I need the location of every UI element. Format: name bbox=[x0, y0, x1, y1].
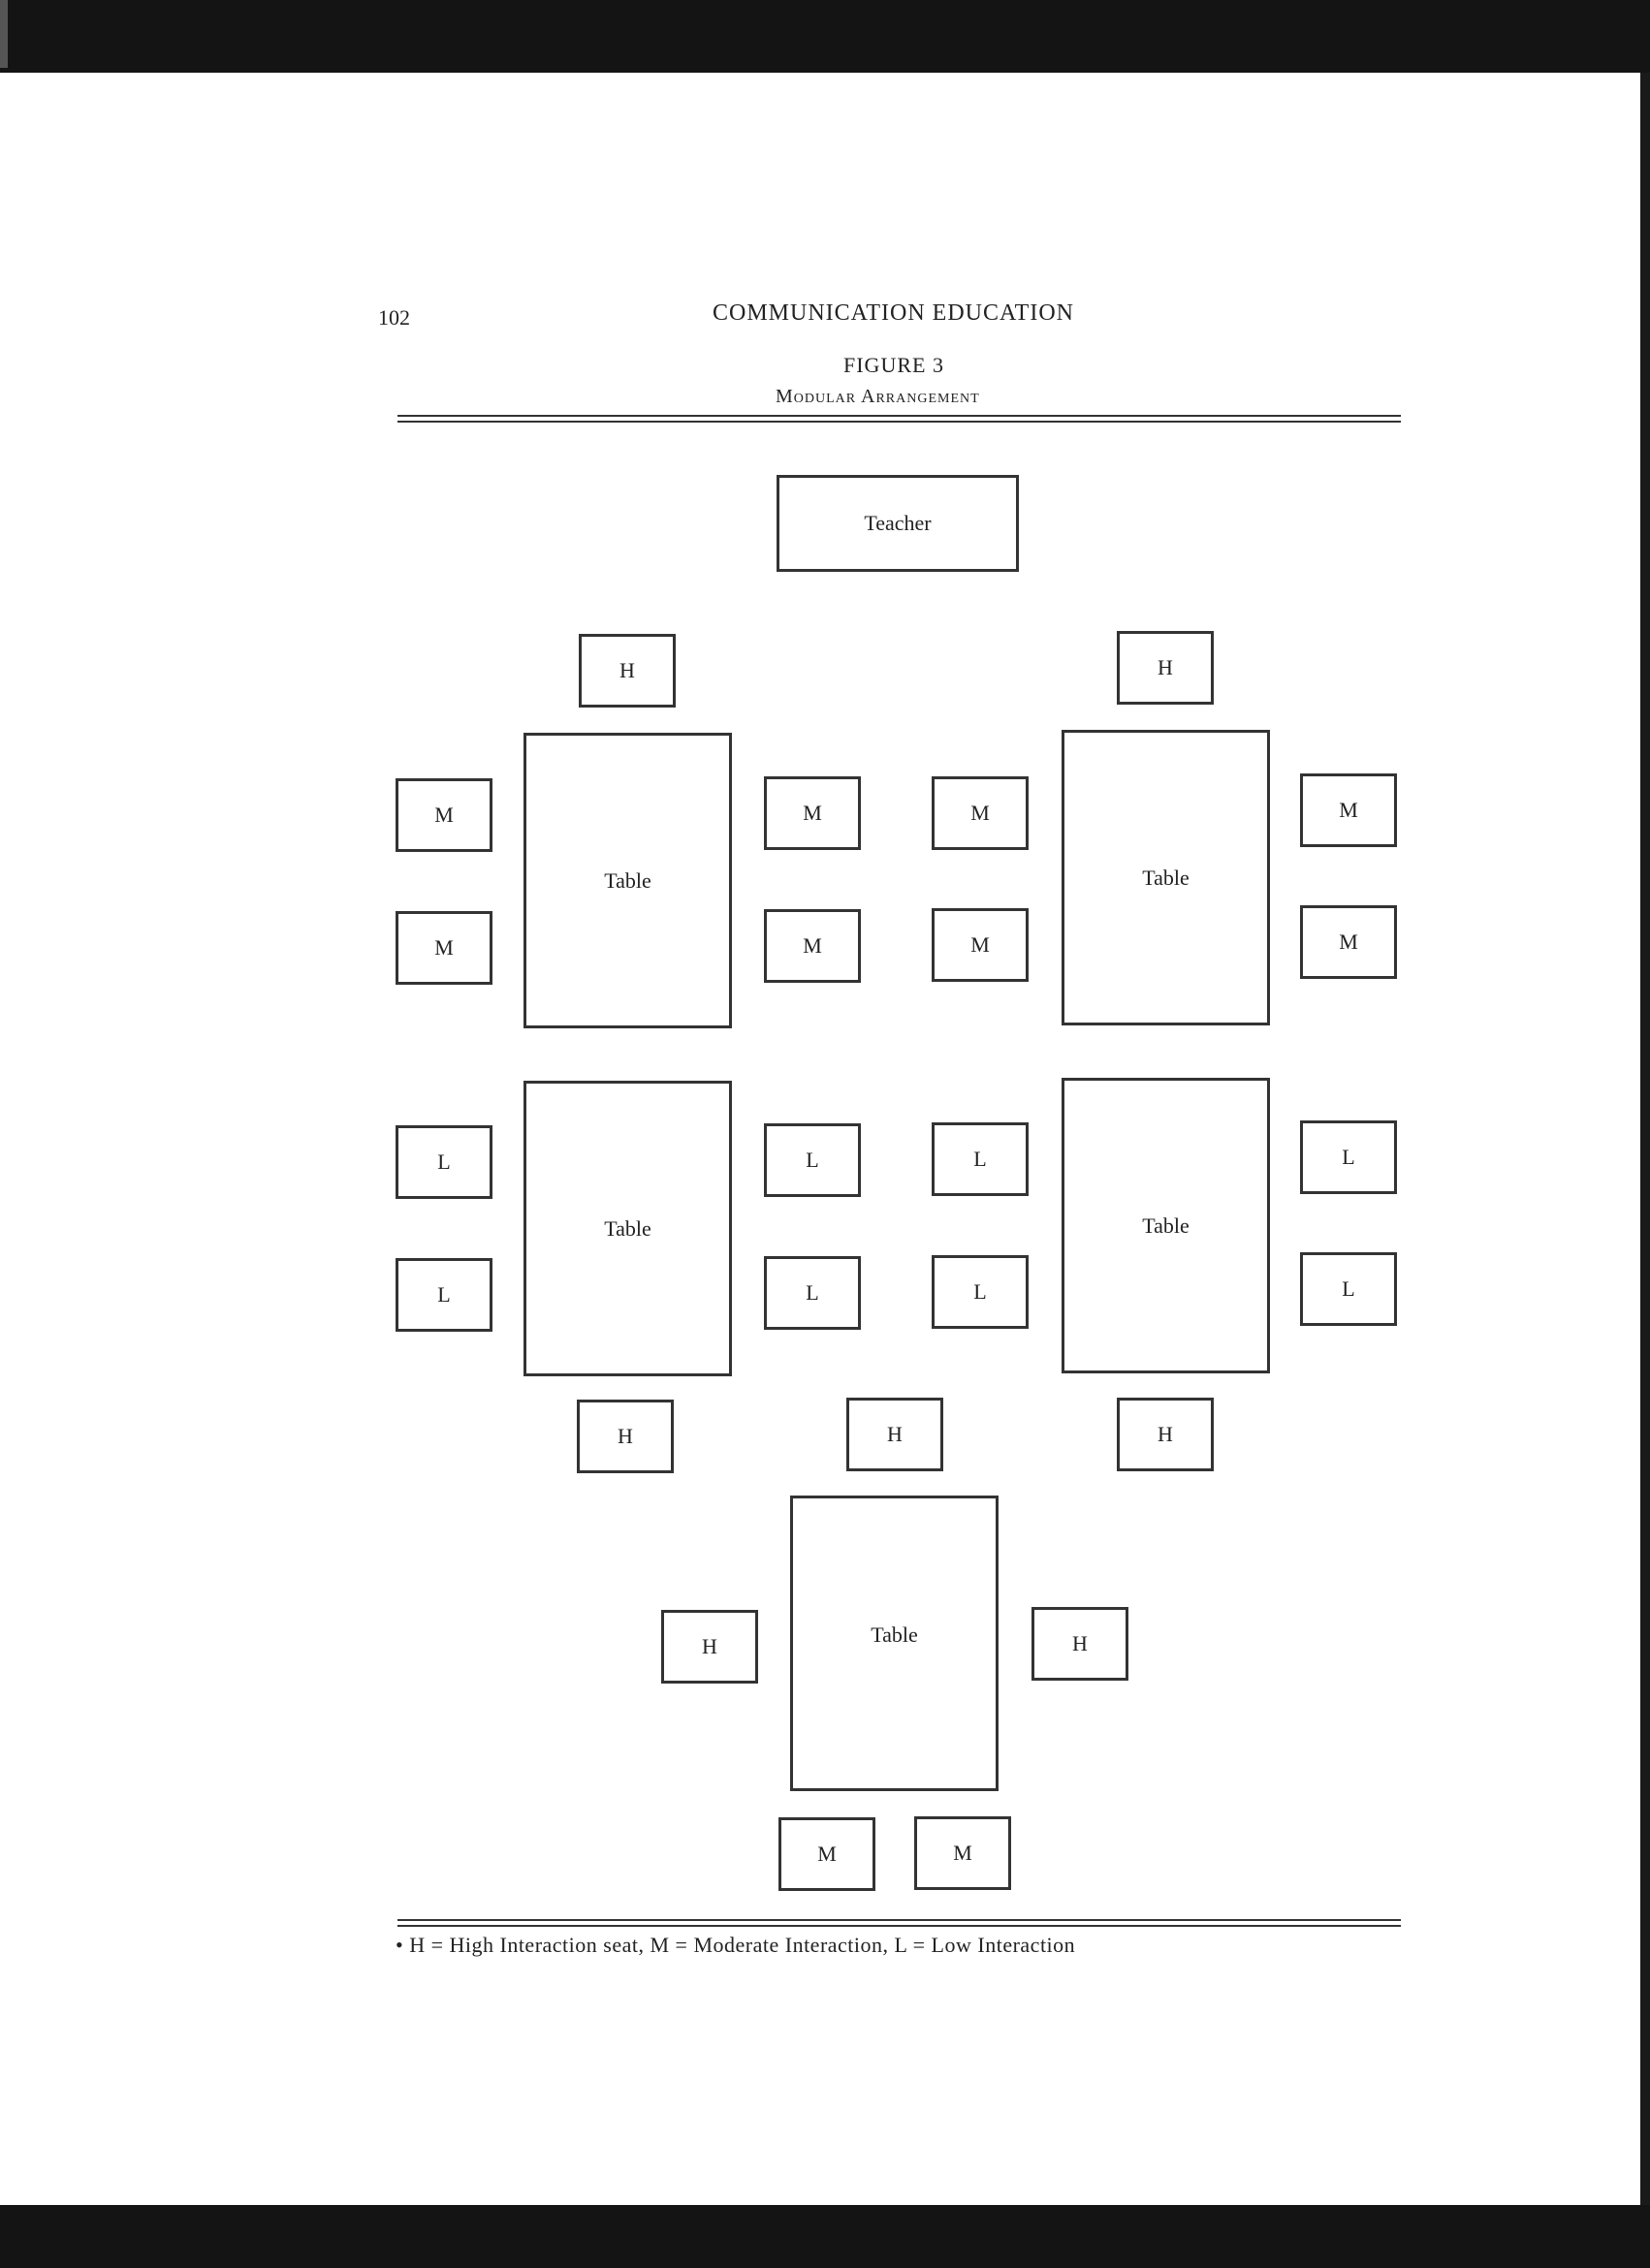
seat-moderate: M bbox=[396, 778, 492, 852]
seat-high: H bbox=[661, 1610, 758, 1684]
seat-moderate: M bbox=[932, 908, 1029, 982]
seat-moderate: M bbox=[396, 911, 492, 985]
seat-high: H bbox=[1117, 1398, 1214, 1471]
seat-moderate: M bbox=[1300, 905, 1397, 979]
seat-low: L bbox=[764, 1256, 861, 1330]
seat-moderate: M bbox=[1300, 773, 1397, 847]
table: Table bbox=[524, 733, 732, 1028]
seat-moderate: M bbox=[764, 776, 861, 850]
seat-low: L bbox=[1300, 1120, 1397, 1194]
scan-top-band bbox=[0, 0, 1650, 73]
seat-high: H bbox=[1117, 631, 1214, 705]
bottom-rule-1 bbox=[397, 1919, 1401, 1921]
table: Table bbox=[1062, 1078, 1270, 1373]
seat-moderate: M bbox=[764, 909, 861, 983]
seat-low: L bbox=[396, 1258, 492, 1332]
table: Table bbox=[790, 1496, 999, 1791]
top-rule-2 bbox=[397, 421, 1401, 423]
seat-low: L bbox=[764, 1123, 861, 1197]
seat-low: L bbox=[932, 1255, 1029, 1329]
top-rule-1 bbox=[397, 415, 1401, 417]
seat-high: H bbox=[1031, 1607, 1128, 1681]
figure-label: FIGURE 3 bbox=[843, 353, 944, 377]
page-number: 102 bbox=[378, 305, 410, 330]
seat-high: H bbox=[579, 634, 676, 708]
scan-left-edge bbox=[0, 0, 8, 68]
scan-right-edge bbox=[1640, 73, 1650, 2205]
journal-title: COMMUNICATION EDUCATION bbox=[713, 300, 1074, 326]
table: Table bbox=[1062, 730, 1270, 1025]
seat-low: L bbox=[1300, 1252, 1397, 1326]
legend-footnote: • H = High Interaction seat, M = Moderate Interaction, L = Low Interaction bbox=[396, 1933, 1076, 1957]
seat-high: H bbox=[577, 1400, 674, 1473]
figure-title: Modular Arrangement bbox=[776, 386, 980, 407]
seat-low: L bbox=[396, 1125, 492, 1199]
teacher-desk: Teacher bbox=[777, 475, 1019, 572]
seat-low: L bbox=[932, 1122, 1029, 1196]
table: Table bbox=[524, 1081, 732, 1376]
seat-moderate: M bbox=[778, 1817, 875, 1891]
bottom-rule-2 bbox=[397, 1925, 1401, 1927]
scan-bottom-band bbox=[0, 2205, 1650, 2268]
seat-moderate: M bbox=[914, 1816, 1011, 1890]
seat-moderate: M bbox=[932, 776, 1029, 850]
seat-high: H bbox=[846, 1398, 943, 1471]
